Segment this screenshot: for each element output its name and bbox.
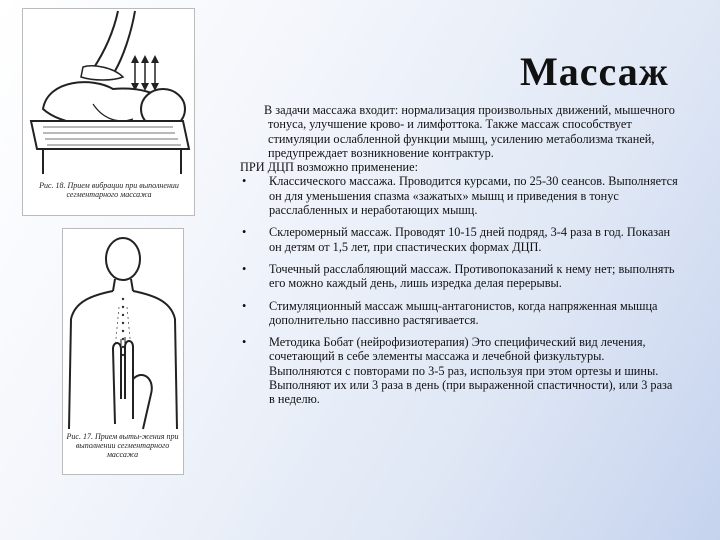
body-text bbox=[240, 103, 680, 415]
list-item: • Склеромерный массаж. Проводят 10-15 дней подряд, 3-4 раза в год. Показан он детям от 1,5 лет, при спастических формах ДЦП. bbox=[242, 225, 671, 254]
bullet-icon: • bbox=[242, 298, 247, 313]
page-title: Массаж bbox=[520, 49, 669, 94]
list-item: • Точечный расслабляющий массаж. Противопоказаний к нему нет; выполнять его можно каждый день, лишь изредка делая перерывы. bbox=[242, 261, 675, 291]
massage-list bbox=[240, 174, 680, 406]
subheading: ПРИ ДЦП возможно применение: bbox=[240, 160, 418, 175]
list-item: • Методика Бобат (нейрофизиотерапия) Это специфический вид лечения, сочетающий в себе элементы массажа и лечебной физкультуры. Выполняются с повторами по 3-5 раз, используя при этом ортезы и шины. Выполняют их или 3 раза в день (при выраженной спастичности), или 3 раза в неделю. bbox=[242, 335, 673, 407]
bullet-icon: • bbox=[242, 174, 247, 189]
list-item: • Классического массажа. Проводится курсами, по 25-30 сеансов. Выполняется он для уменьшения спазма «зажатых» мышц и приведения в тонус расслабленных и неработающих мышц. bbox=[242, 174, 678, 218]
figure-18-caption: Рис. 18. Прием вибрации при выполнении сегментарного массажа bbox=[39, 181, 179, 199]
figure-17-caption: Рис. 17. Прием выты-жения при выполнении сегментарного массажа bbox=[66, 432, 179, 459]
list-item: • Стимуляционный массаж мышц-антагонистов, когда напряженная мышца дополнительно пассивно растягивается. bbox=[242, 298, 658, 327]
bullet-icon: • bbox=[242, 225, 247, 240]
intro-paragraph: В задачи массажа входит: нормализация произвольных движений, мышечного тонуса, улучшение крово- и лимфоттока. Также массаж способствует стимуляции ослабленной функции мышц, усилению метаболизма тканей, предупреждает возникновение контрактур. bbox=[264, 103, 675, 160]
figure-stretching-massage bbox=[62, 228, 184, 475]
figure-vibration-massage bbox=[22, 8, 195, 216]
bullet-icon: • bbox=[242, 335, 247, 350]
bullet-icon: • bbox=[242, 261, 247, 276]
